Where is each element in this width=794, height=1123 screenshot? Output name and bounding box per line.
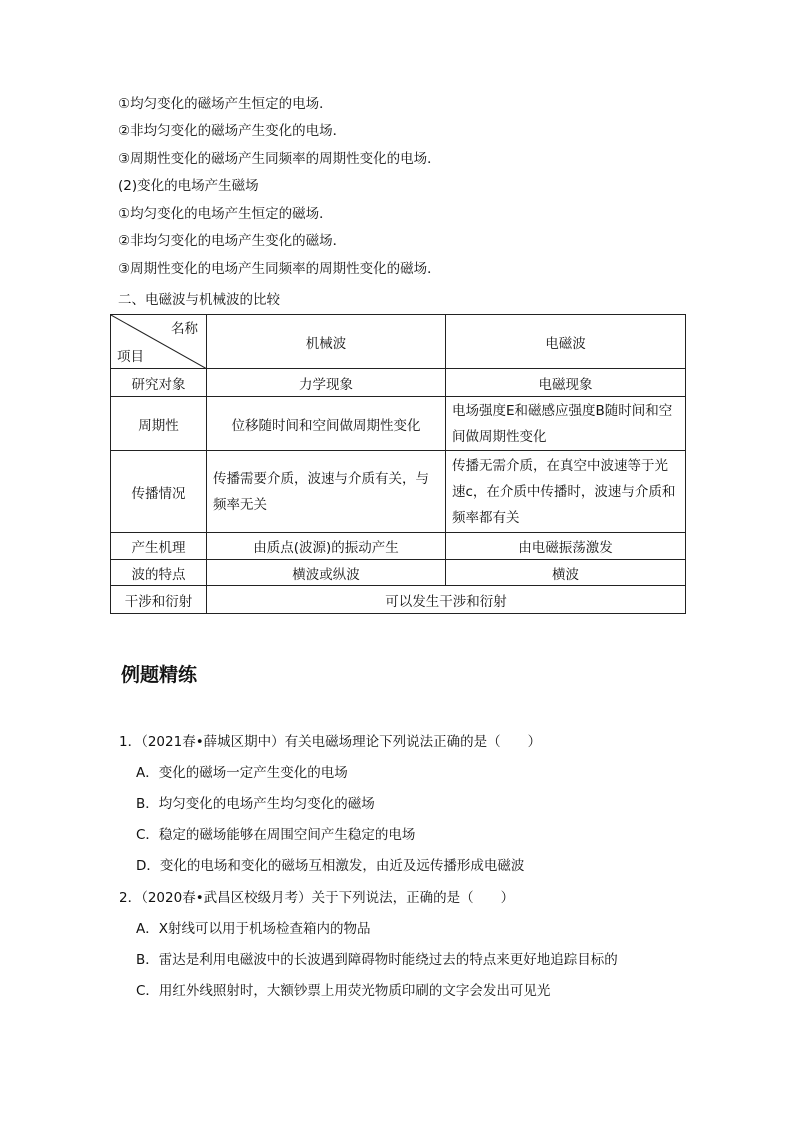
intro-line-3: ③周期性变化的磁场产生同频率的周期性变化的电场．	[118, 151, 441, 167]
question-2-option-c: C．用红外线照射时，大额钞票上用荧光物质印刷的文字会发出可见光	[136, 983, 551, 999]
header-mechanical-wave: 机械波	[207, 315, 446, 369]
table-row	[111, 586, 686, 614]
question-1-option-b: B．均匀变化的电场产生均匀变化的磁场	[136, 796, 375, 812]
question-1-stem: 1．（2021春•薛城区期中）有关电磁场理论下列说法正确的是（ ）	[119, 734, 542, 750]
table-header-row	[111, 315, 686, 369]
row-label: 干涉和衍射	[111, 586, 207, 614]
cell-em: 电场强度E和磁感应强度B随时间和空间做周期性变化	[446, 397, 686, 451]
table-row	[111, 451, 686, 533]
cell-mechanical: 横波或纵波	[207, 560, 446, 586]
question-2-option-b: B．雷达是利用电磁波中的长波遇到障碍物时能绕过去的特点来更好地追踪目标的	[136, 952, 618, 968]
question-1-option-a: A．变化的磁场一定产生变化的电场	[136, 765, 348, 781]
example-heading: 例题精练	[121, 664, 198, 686]
intro-line-4: (2)变化的电场产生磁场	[118, 178, 259, 194]
intro-line-1: ①均匀变化的磁场产生恒定的电场．	[118, 96, 333, 112]
question-2-stem: 2．（2020春•武昌区校级月考）关于下列说法，正确的是（ ）	[119, 890, 515, 906]
question-2-option-a: A．X射线可以用于机场检查箱内的物品	[136, 921, 371, 937]
row-label: 传播情况	[111, 451, 207, 533]
table-row	[111, 397, 686, 451]
row-label: 波的特点	[111, 560, 207, 586]
diagonal-header-cell	[111, 315, 207, 369]
cell-mechanical: 传播需要介质，波速与介质有关，与频率无关	[207, 451, 446, 533]
question-1-option-d: D．变化的电场和变化的磁场互相激发，由近及远传播形成电磁波	[136, 858, 525, 874]
cell-merged: 可以发生干涉和衍射	[207, 586, 686, 614]
intro-line-7: ③周期性变化的电场产生同频率的周期性变化的磁场．	[118, 261, 441, 277]
cell-mechanical: 位移随时间和空间做周期性变化	[207, 397, 446, 451]
section-title: 二、电磁波与机械波的比较	[118, 292, 280, 308]
intro-line-5: ①均匀变化的电场产生恒定的磁场．	[118, 206, 333, 222]
row-label: 产生机理	[111, 533, 207, 560]
cell-em: 横波	[446, 560, 686, 586]
cell-mechanical: 力学现象	[207, 369, 446, 397]
table-row	[111, 560, 686, 586]
table-row	[111, 369, 686, 397]
cell-em: 电磁现象	[446, 369, 686, 397]
header-name-label: 名称	[171, 321, 198, 337]
row-label: 研究对象	[111, 369, 207, 397]
table-row	[111, 533, 686, 560]
question-1-option-c: C．稳定的磁场能够在周围空间产生稳定的电场	[136, 827, 416, 843]
intro-line-2: ②非均匀变化的磁场产生变化的电场．	[118, 123, 347, 139]
cell-mechanical: 由质点(波源)的振动产生	[207, 533, 446, 560]
cell-em: 由电磁振荡激发	[446, 533, 686, 560]
header-em-wave: 电磁波	[446, 315, 686, 369]
comparison-table	[110, 314, 686, 614]
intro-line-6: ②非均匀变化的电场产生变化的磁场．	[118, 233, 347, 249]
header-item-label: 项目	[117, 349, 144, 365]
cell-em: 传播无需介质，在真空中波速等于光速c，在介质中传播时，波速与介质和频率都有关	[446, 451, 686, 533]
row-label: 周期性	[111, 397, 207, 451]
